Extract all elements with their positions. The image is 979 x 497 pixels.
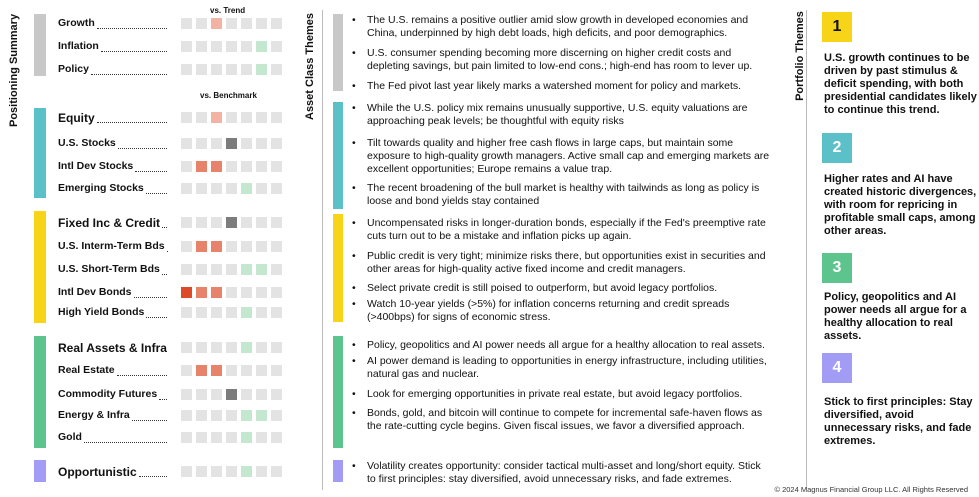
leader-dots: [97, 28, 167, 30]
fixed-income-theme-bar: [333, 214, 343, 322]
leader-dots: [97, 122, 167, 124]
positioning-cell: [181, 342, 192, 353]
positioning-cell: [256, 41, 267, 52]
positioning-cell: [271, 18, 282, 29]
positioning-cell: [196, 342, 207, 353]
positioning-cell: [241, 342, 252, 353]
row-label-fixed_income: High Yield Bonds: [58, 306, 145, 318]
positioning-cell: [226, 112, 237, 123]
theme-text: The U.S. remains a positive outlier amid slow growth in developed economies and China, underpinned by high debt loads, high deficits, and poor demographics.: [367, 14, 749, 39]
leader-dots: [159, 399, 167, 401]
bullet-marker: •: [352, 355, 356, 367]
portfolio-theme-1: U.S. growth continues to be driven by past stimulus & deficit spending, with both presidential candidates likely to continue this trend.: [824, 52, 977, 116]
theme-bullet-real_assets: [352, 388, 743, 401]
theme-number-4: 4: [822, 353, 852, 383]
positioning-cell: [211, 466, 222, 477]
positioning-cell: [271, 342, 282, 353]
positioning-cell: [196, 161, 207, 172]
positioning-cell: [226, 264, 237, 275]
positioning-summary-label: Positioning Summary: [8, 13, 20, 127]
positioning-cell: [271, 389, 282, 400]
positioning-cell: [241, 264, 252, 275]
positioning-cell: [271, 112, 282, 123]
positioning-cell: [211, 287, 222, 298]
positioning-cell: [211, 307, 222, 318]
positioning-cell: [181, 432, 192, 443]
positioning-cell: [271, 138, 282, 149]
copyright-footer: © 2024 Magnus Financial Group LLC. All Rights Reserved: [774, 485, 968, 494]
row-label-equity: Emerging Stocks: [58, 182, 144, 194]
positioning-cell: [181, 287, 192, 298]
leader-dots: [118, 148, 167, 150]
leader-dots: [139, 476, 167, 478]
vs-trend-header: vs. Trend: [210, 6, 246, 15]
leader-dots: [132, 420, 167, 422]
positioning-cell: [196, 217, 207, 228]
theme-text: Tilt towards quality and higher free cash flows in large caps, but maintain some exposure to high-quality growth managers. Active small cap and emerging markets are excellent opportunities; Europe remains a value trap.: [367, 137, 770, 175]
opportunistic-category-bar: [34, 460, 46, 482]
bullet-marker: •: [352, 250, 356, 262]
positioning-cell: [226, 64, 237, 75]
positioning-cell: [271, 466, 282, 477]
theme-text: Public credit is very tight; minimize risks there, but opportunities exist in securities and other areas for high-quality active fixed income and credit managers.: [367, 250, 766, 275]
real-assets-category-bar: [34, 336, 46, 448]
positioning-cell: [271, 307, 282, 318]
theme-text: Watch 10-year yields (>5%) for inflation concerns returning and credit spreads (>400bps) for signs of economic stress.: [367, 298, 730, 323]
positioning-cell: [226, 217, 237, 228]
leader-dots: [146, 193, 167, 195]
positioning-cell: [241, 64, 252, 75]
opportunistic-theme-bar: [333, 460, 343, 482]
row-label-real_assets: Commodity Futures: [58, 388, 158, 400]
positioning-cell: [196, 264, 207, 275]
equity-category-bar: [34, 108, 46, 198]
leader-dots: [91, 74, 167, 76]
theme-number-3: 3: [822, 253, 852, 283]
positioning-cell: [226, 183, 237, 194]
positioning-cell: [271, 365, 282, 376]
positioning-cell: [211, 342, 222, 353]
positioning-cell: [181, 264, 192, 275]
row-label-macro: Policy: [58, 63, 89, 75]
positioning-cell: [211, 241, 222, 252]
positioning-cell: [211, 217, 222, 228]
positioning-cell: [196, 138, 207, 149]
positioning-cell: [241, 138, 252, 149]
portfolio-theme-4: Stick to first principles: Stay diversified, avoid unnecessary risks, and fade extremes.: [824, 396, 973, 447]
positioning-cell: [241, 41, 252, 52]
theme-bullet-real_assets: [352, 355, 767, 380]
positioning-cell: [271, 161, 282, 172]
positioning-cell: [181, 183, 192, 194]
positioning-cell: [256, 342, 267, 353]
row-label-fixed_income: U.S. Short-Term Bds: [58, 263, 160, 275]
theme-text: Uncompensated risks in longer-duration bonds, especially if the Fed's preemptive rate cuts turn out to be a mistake and inflation picks up again.: [367, 217, 766, 242]
leader-dots: [162, 274, 167, 276]
theme-text: Volatility creates opportunity: consider tactical multi-asset and long/short equity. Stick to first principles: stay diversified, avoid unnecessary risks, and fade extremes.: [367, 460, 761, 485]
positioning-cell: [196, 41, 207, 52]
bullet-marker: •: [352, 282, 356, 294]
positioning-cell: [256, 410, 267, 421]
positioning-cell: [256, 307, 267, 318]
positioning-cell: [211, 183, 222, 194]
positioning-cell: [256, 365, 267, 376]
positioning-cell: [196, 18, 207, 29]
row-label-fixed_income: U.S. Interm-Term Bds: [58, 240, 165, 252]
positioning-cell: [271, 217, 282, 228]
positioning-cell: [211, 112, 222, 123]
portfolio-themes-label: Portfolio Themes: [794, 11, 806, 101]
positioning-cell: [271, 183, 282, 194]
bullet-marker: •: [352, 388, 356, 400]
theme-text: While the U.S. policy mix remains unusually supportive, U.S. equity valuations are approaching peak levels; be thoughtful with equity risks: [367, 102, 748, 127]
positioning-cell: [196, 365, 207, 376]
theme-bullet-equity: [352, 182, 760, 207]
positioning-cell: [196, 64, 207, 75]
theme-text: Look for emerging opportunities in private real estate, but avoid legacy portfolios.: [367, 388, 743, 400]
positioning-cell: [181, 64, 192, 75]
positioning-cell: [226, 342, 237, 353]
theme-bullet-equity: [352, 137, 770, 175]
theme-number-2: 2: [822, 133, 852, 163]
positioning-cell: [256, 161, 267, 172]
row-label-fixed_income: Intl Dev Bonds: [58, 286, 132, 298]
asset-class-themes-label: Asset Class Themes: [304, 13, 316, 120]
positioning-cell: [241, 183, 252, 194]
theme-bullet-fixed_income: [352, 298, 730, 323]
positioning-cell: [196, 466, 207, 477]
positioning-cell: [256, 18, 267, 29]
positioning-cell: [241, 389, 252, 400]
bullet-marker: •: [352, 407, 356, 419]
positioning-cell: [226, 18, 237, 29]
leader-dots: [162, 227, 167, 229]
leader-dots: [84, 442, 167, 444]
leader-dots: [101, 51, 167, 53]
row-label-equity: Intl Dev Stocks: [58, 160, 134, 172]
theme-text: Select private credit is still poised to outperform, but avoid legacy portfolios.: [367, 282, 718, 294]
positioning-cell: [241, 18, 252, 29]
real-assets-theme-bar: [333, 336, 343, 448]
theme-text: The recent broadening of the bull market is healthy with tailwinds as long as policy is loose and bond yields stay contained: [367, 182, 760, 207]
positioning-cell: [271, 287, 282, 298]
positioning-cell: [271, 64, 282, 75]
positioning-cell: [211, 41, 222, 52]
positioning-cell: [226, 241, 237, 252]
macro-category-bar: [34, 14, 46, 76]
row-label-equity: Equity: [58, 111, 95, 125]
positioning-cell: [211, 18, 222, 29]
leader-dots: [117, 375, 167, 377]
positioning-cell: [196, 389, 207, 400]
positioning-cell: [181, 138, 192, 149]
positioning-cell: [211, 161, 222, 172]
positioning-cell: [211, 365, 222, 376]
positioning-cell: [241, 112, 252, 123]
positioning-cell: [196, 241, 207, 252]
theme-bullet-opportunistic: [352, 460, 761, 485]
positioning-cell: [256, 138, 267, 149]
positioning-cell: [181, 161, 192, 172]
positioning-cell: [181, 307, 192, 318]
positioning-cell: [181, 466, 192, 477]
macro-theme-bar: [333, 14, 343, 91]
positioning-cell: [226, 138, 237, 149]
positioning-cell: [256, 217, 267, 228]
positioning-cell: [241, 307, 252, 318]
theme-text: U.S. consumer spending becoming more discerning on higher credit costs and depleting savings, but pain limited to low-end cons.; high-end has room to lever up.: [367, 47, 753, 72]
theme-bullet-macro: [352, 14, 749, 39]
positioning-cell: [241, 287, 252, 298]
positioning-cell: [226, 161, 237, 172]
positioning-cell: [271, 432, 282, 443]
bullet-marker: •: [352, 80, 356, 92]
positioning-cell: [241, 365, 252, 376]
positioning-cell: [271, 264, 282, 275]
positioning-cell: [256, 183, 267, 194]
theme-text: Bonds, gold, and bitcoin will continue to compete for incremental safe-haven flows as the rate-cutting cycle begins. Given fiscal issues, we favor a diversified approach.: [367, 407, 763, 432]
positioning-cell: [271, 41, 282, 52]
leader-dots: [134, 297, 167, 299]
row-label-fixed_income: Fixed Inc & Credit: [58, 216, 161, 230]
positioning-cell: [196, 307, 207, 318]
positioning-cell: [196, 287, 207, 298]
positioning-cell: [226, 410, 237, 421]
positioning-cell: [271, 410, 282, 421]
theme-number-1: 1: [822, 12, 852, 42]
theme-text: AI power demand is leading to opportunities in energy infrastructure, including utilities, natural gas and nuclear.: [367, 355, 767, 380]
leader-dots: [135, 171, 167, 173]
positioning-cell: [226, 389, 237, 400]
portfolio-theme-2: Higher rates and AI have created historic divergences, with room for repricing in profitable small caps, among other areas.: [824, 173, 977, 237]
positioning-cell: [226, 365, 237, 376]
theme-bullet-macro: [352, 47, 753, 72]
row-label-real_assets: Real Estate: [58, 364, 115, 376]
positioning-cell: [181, 389, 192, 400]
positioning-cell: [256, 64, 267, 75]
positioning-cell: [181, 410, 192, 421]
positioning-cell: [196, 410, 207, 421]
theme-bullet-real_assets: [352, 339, 765, 352]
positioning-cell: [196, 112, 207, 123]
positioning-cell: [196, 432, 207, 443]
theme-bullet-real_assets: [352, 407, 763, 432]
bullet-marker: •: [352, 137, 356, 149]
positioning-cell: [256, 389, 267, 400]
bullet-marker: •: [352, 217, 356, 229]
equity-theme-bar: [333, 102, 343, 209]
positioning-cell: [241, 432, 252, 443]
bullet-marker: •: [352, 298, 356, 310]
column-divider: [322, 10, 323, 490]
positioning-cell: [211, 264, 222, 275]
positioning-cell: [226, 287, 237, 298]
positioning-cell: [256, 264, 267, 275]
bullet-marker: •: [352, 182, 356, 194]
positioning-cell: [211, 389, 222, 400]
positioning-cell: [196, 183, 207, 194]
vs-benchmark-header: vs. Benchmark: [200, 91, 257, 100]
bullet-marker: •: [352, 339, 356, 351]
positioning-cell: [241, 161, 252, 172]
theme-bullet-fixed_income: [352, 282, 718, 295]
positioning-cell: [241, 466, 252, 477]
theme-bullet-fixed_income: [352, 250, 766, 275]
bullet-marker: •: [352, 460, 356, 472]
row-label-real_assets: Energy & Infra: [58, 409, 130, 421]
positioning-cell: [226, 307, 237, 318]
row-label-real_assets: Real Assets & Infra: [58, 341, 167, 355]
positioning-cell: [241, 217, 252, 228]
positioning-cell: [271, 241, 282, 252]
column-divider: [806, 10, 807, 490]
row-label-real_assets: Gold: [58, 431, 82, 443]
positioning-cell: [226, 432, 237, 443]
row-label-equity: U.S. Stocks: [58, 137, 116, 149]
positioning-cell: [211, 410, 222, 421]
portfolio-theme-3: Policy, geopolitics and AI power needs all argue for a healthy allocation to real assets.: [824, 291, 967, 342]
bullet-marker: •: [352, 102, 356, 114]
fixed-income-category-bar: [34, 211, 46, 323]
positioning-cell: [256, 287, 267, 298]
bullet-marker: •: [352, 47, 356, 59]
positioning-cell: [226, 41, 237, 52]
positioning-cell: [226, 466, 237, 477]
row-label-opportunistic: Opportunistic: [58, 465, 137, 479]
leader-dots: [146, 317, 167, 319]
positioning-cell: [241, 410, 252, 421]
positioning-cell: [256, 432, 267, 443]
positioning-cell: [181, 241, 192, 252]
positioning-cell: [181, 112, 192, 123]
positioning-cell: [256, 112, 267, 123]
positioning-cell: [256, 466, 267, 477]
positioning-cell: [241, 241, 252, 252]
theme-text: Policy, geopolitics and AI power needs all argue for a healthy allocation to real assets.: [367, 339, 765, 351]
positioning-cell: [211, 138, 222, 149]
positioning-cell: [181, 18, 192, 29]
positioning-cell: [181, 41, 192, 52]
row-label-macro: Growth: [58, 17, 95, 29]
positioning-cell: [256, 241, 267, 252]
positioning-cell: [181, 217, 192, 228]
positioning-cell: [211, 432, 222, 443]
theme-bullet-fixed_income: [352, 217, 766, 242]
theme-bullet-equity: [352, 102, 748, 127]
row-label-macro: Inflation: [58, 40, 99, 52]
bullet-marker: •: [352, 14, 356, 26]
positioning-cell: [211, 64, 222, 75]
positioning-cell: [181, 365, 192, 376]
theme-bullet-macro: [352, 80, 742, 93]
theme-text: The Fed pivot last year likely marks a watershed moment for policy and markets.: [367, 80, 742, 92]
